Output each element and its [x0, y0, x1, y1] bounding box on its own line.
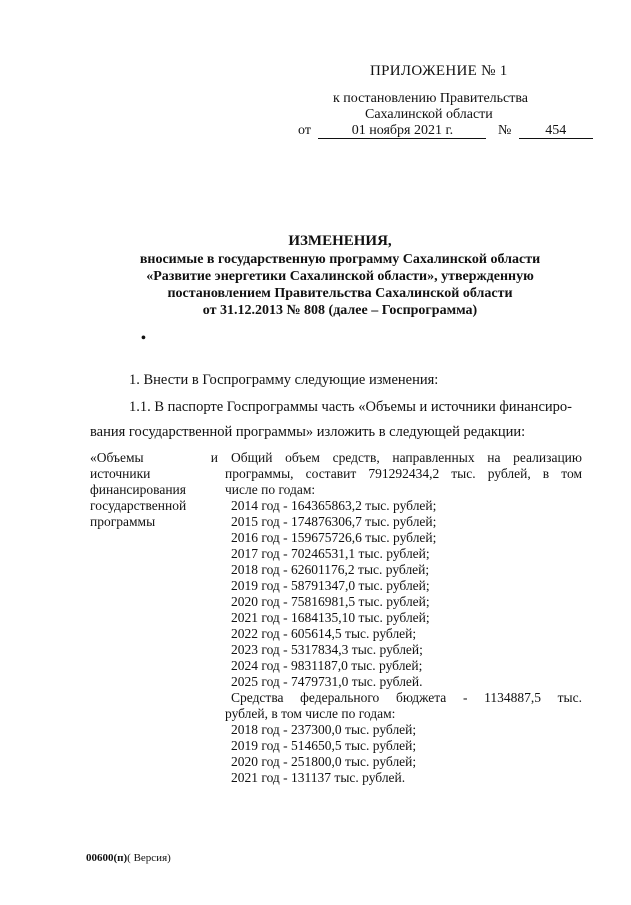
- left-col-line-2: источники: [90, 466, 151, 481]
- year-line: 2020 год - 75816981,5 тыс. рублей;: [231, 594, 430, 609]
- heading-line-2: «Развитие энергетики Сахалинской области», утвержденную: [146, 269, 534, 284]
- year-line: 2015 год - 174876306,7 тыс. рублей;: [231, 514, 437, 529]
- federal-line-2: рублей, в том числе по годам:: [225, 706, 396, 721]
- year-line: 2014 год - 164365863,2 тыс. рублей;: [231, 498, 437, 513]
- table-right-column: [225, 450, 582, 786]
- left-col-word-1: «Объемы: [90, 450, 144, 465]
- federal-year-line: 2020 год - 251800,0 тыс. рублей;: [231, 754, 417, 769]
- year-line: 2025 год - 7479731,0 тыс. рублей.: [231, 674, 423, 689]
- year-line: 2019 год - 58791347,0 тыс. рублей;: [231, 578, 430, 593]
- left-col-line-4: государственной: [90, 498, 187, 513]
- paragraph-1-1: 1.1. В паспорте Госпрограммы часть «Объемы и источники финансиро-: [129, 399, 572, 415]
- total-line-2: программы, составит 791292434,2 тыс. рублей, в том: [225, 466, 582, 481]
- heading-line-4: от 31.12.2013 № 808 (далее – Госпрограмма): [202, 303, 478, 318]
- heading-line-1: вносимые в государственную программу Сахалинской области: [139, 252, 541, 267]
- resolution-date: 01 ноября 2021 г.: [318, 123, 486, 139]
- appendix-line-1: к постановлению Правительства: [333, 91, 529, 106]
- year-line: 2017 год - 70246531,1 тыс. рублей;: [231, 546, 430, 561]
- federal-year-line: 2019 год - 514650,5 тыс. рублей;: [231, 738, 417, 753]
- federal-year-line: 2018 год - 237300,0 тыс. рублей;: [231, 722, 417, 737]
- left-col-line-5: программы: [90, 514, 156, 529]
- resolution-number: 454: [519, 123, 593, 139]
- heading-line-3: постановлением Правительства Сахалинской области: [167, 286, 513, 301]
- federal-line-1: Средства федерального бюджета - 1134887,5 тыс.: [231, 690, 582, 705]
- footer-version: ( Версия): [127, 852, 171, 864]
- year-line: 2021 год - 1684135,10 тыс. рублей;: [231, 610, 430, 625]
- year-line: 2022 год - 605614,5 тыс. рублей;: [231, 626, 417, 641]
- appendix-date-line: [298, 123, 593, 139]
- changes-title: ИЗМЕНЕНИЯ,: [288, 233, 392, 249]
- footer-code: 00600(п): [86, 852, 128, 864]
- left-col-word-2: и: [210, 450, 218, 465]
- total-line-1: Общий объем средств, направленных на реализацию: [231, 450, 582, 465]
- year-line: 2018 год - 62601176,2 тыс. рублей;: [231, 562, 430, 577]
- year-line: 2016 год - 159675726,6 тыс. рублей;: [231, 530, 437, 545]
- from-label: от: [298, 123, 311, 138]
- total-line-3: числе по годам:: [225, 482, 316, 497]
- paragraph-1: 1. Внести в Госпрограмму следующие изменения:: [129, 372, 439, 388]
- paragraph-1-1-continued: вания государственной программы» изложить в следующей редакции:: [90, 424, 526, 440]
- left-col-line-3: финансирования: [90, 482, 186, 497]
- appendix-title: ПРИЛОЖЕНИЕ № 1: [370, 63, 508, 79]
- left-col-line-1: [90, 450, 218, 466]
- federal-year-line: 2021 год - 131137 тыс. рублей.: [231, 770, 406, 785]
- document-footer: [86, 852, 171, 864]
- table-left-column: [90, 450, 218, 530]
- appendix-line-2: Сахалинской области: [365, 107, 493, 122]
- year-line: 2024 год - 9831187,0 тыс. рублей;: [231, 658, 423, 673]
- year-line: 2023 год - 5317834,3 тыс. рублей;: [231, 642, 423, 657]
- bullet-dot: •: [141, 331, 146, 346]
- number-label: №: [497, 123, 512, 138]
